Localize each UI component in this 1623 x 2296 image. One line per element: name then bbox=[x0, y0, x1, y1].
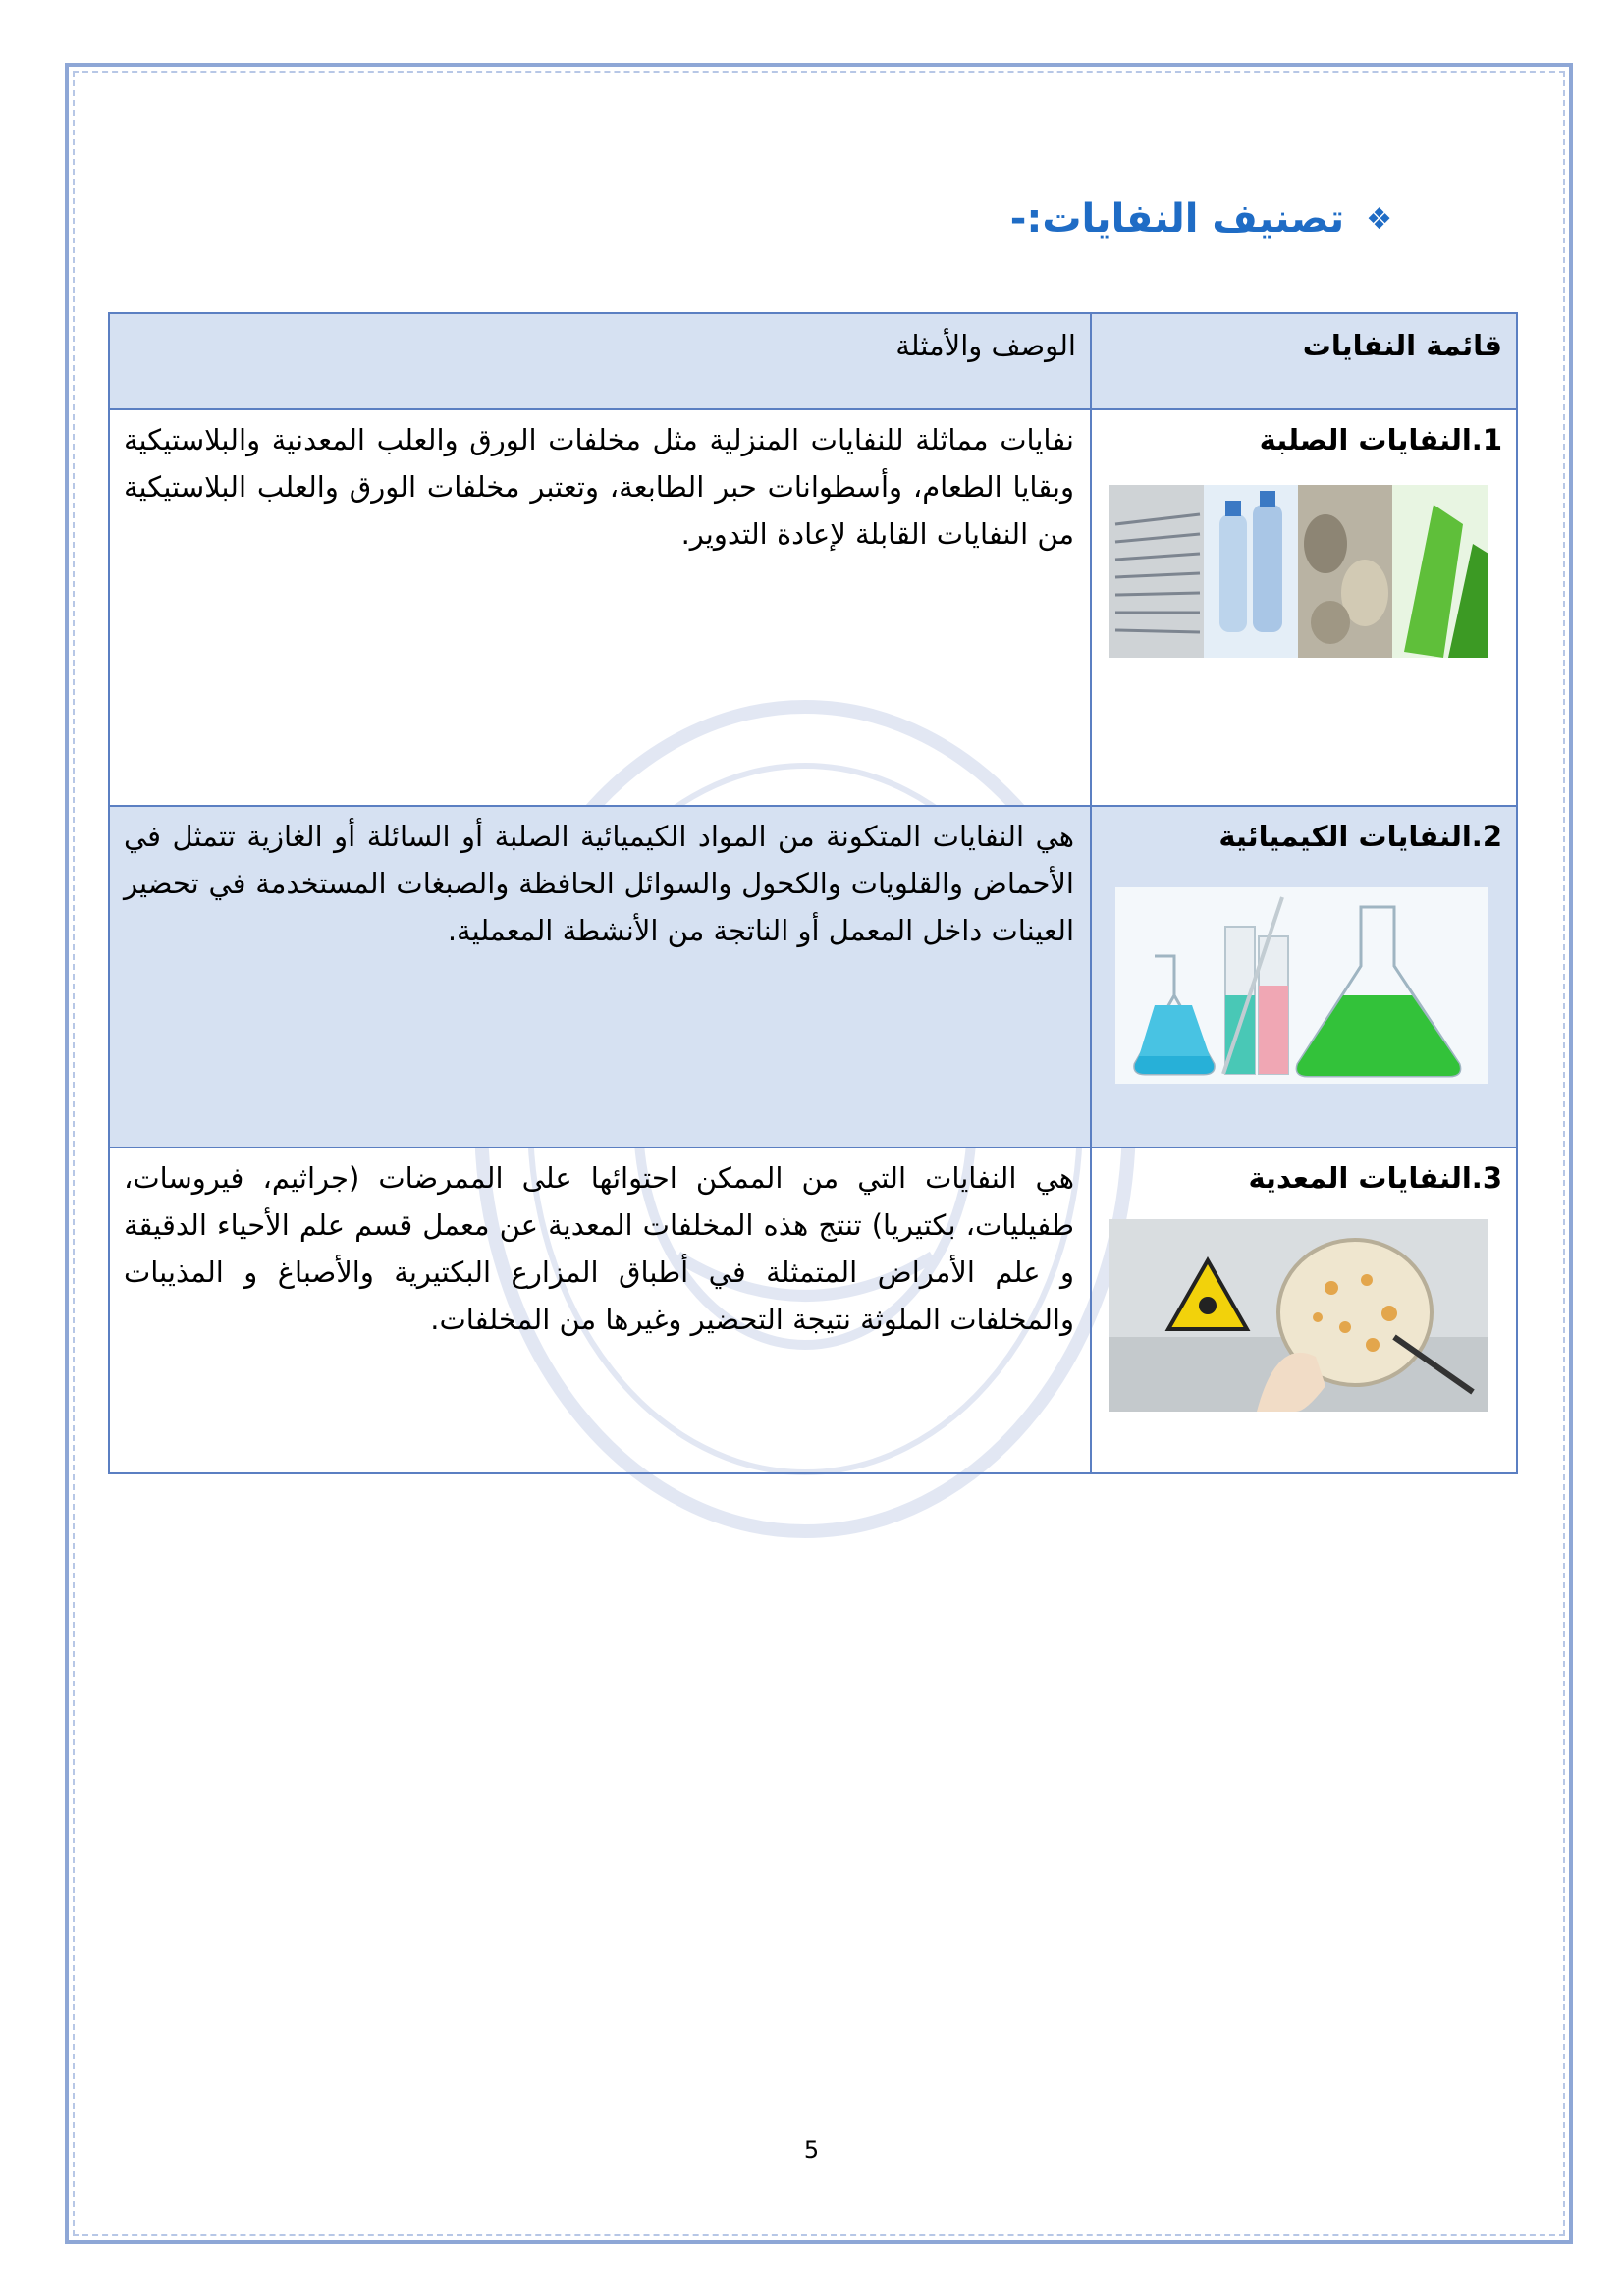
table-row bbox=[109, 806, 1517, 1148]
section-heading bbox=[1010, 196, 1392, 241]
diamond-bullet-icon: ❖ bbox=[1366, 201, 1392, 237]
waste-type-cell bbox=[1091, 409, 1517, 806]
table-row bbox=[109, 1148, 1517, 1473]
waste-description: هي النفايات المتكونة من المواد الكيميائية الصلبة أو السائلة أو الغازية تتمثل في الأحماض والقلويات والكحول والسوائل الحافظة والصبغات المستخدمة في تحضير العينات داخل المعمل أو الناتجة من الأنشطة المعملية. bbox=[109, 806, 1091, 1148]
petri-dish-photo bbox=[1109, 1219, 1488, 1412]
waste-type-cell bbox=[1091, 806, 1517, 1148]
table-row bbox=[109, 409, 1517, 806]
header-waste-list: قائمة النفايات bbox=[1091, 313, 1517, 409]
recyclables-photo bbox=[1109, 485, 1488, 658]
waste-description: هي النفايات التي من الممكن احتوائها على الممرضات (جراثيم، فيروسات، طفيليات، بكتيريا) تنتج هذه المخلفات المعدية عن معمل قسم علم الأحياء الدقيقة و علم الأمراض المتمثلة في أطباق المزارع البكتيرية والأصباغ و المذيبات والمخلفات الملوثة نتيجة التحضير وغيرها من المخلفات. bbox=[109, 1148, 1091, 1473]
waste-type-name: 1.النفايات الصلبة bbox=[1259, 423, 1502, 456]
lab-flasks-photo bbox=[1115, 887, 1488, 1084]
waste-type-name: 2.النفايات الكيميائية bbox=[1218, 820, 1502, 853]
section-title: تصنيف النفايات:- bbox=[1009, 196, 1345, 241]
waste-classification-table bbox=[108, 312, 1518, 1474]
table-header-row bbox=[109, 313, 1517, 409]
page-number: 5 bbox=[803, 2136, 820, 2163]
waste-type-cell bbox=[1091, 1148, 1517, 1473]
waste-description: نفايات مماثلة للنفايات المنزلية مثل مخلفات الورق والعلب المعدنية والبلاستيكية وبقايا الطعام، وأسطوانات حبر الطابعة، وتعتبر مخلفات الورق والعلب البلاستيكية من النفايات القابلة لإعادة التدوير. bbox=[109, 409, 1091, 806]
waste-type-name: 3.النفايات المعدية bbox=[1248, 1161, 1502, 1195]
header-description: الوصف والأمثلة bbox=[109, 313, 1091, 409]
